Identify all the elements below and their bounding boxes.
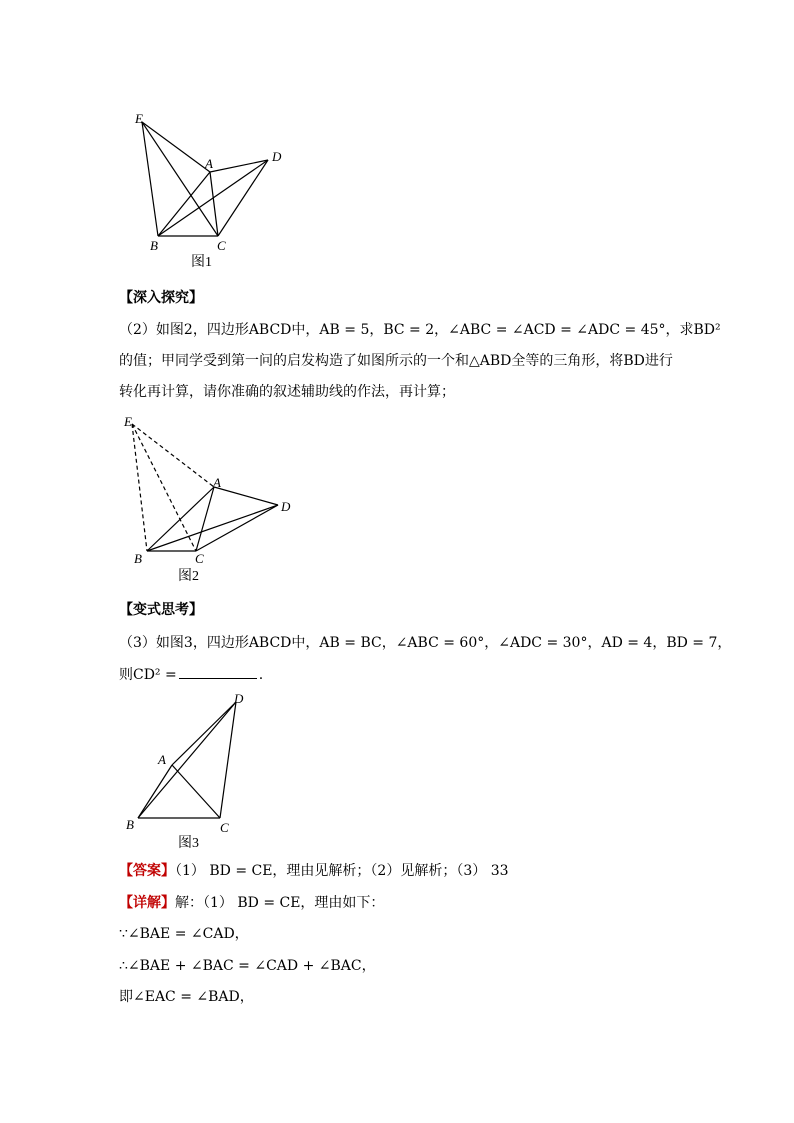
figure-3-label-c: C <box>220 820 229 835</box>
figure-3-label-d: D <box>234 691 244 706</box>
section-3-line-1: （3）如图3，四边形ABCD中，AB = BC，∠ABC = 60°，∠ADC = 30°，AD = 4，BD = 7， <box>119 635 732 651</box>
solution-step-3: 即∠EAC = ∠BAD， <box>119 989 254 1005</box>
answer-label: 【答案】 <box>119 863 175 879</box>
section-2-line-2: 的值；甲同学受到第一问的启发构造了如图所示的一个和△ABD全等的三角形，将BD进行 <box>119 353 673 369</box>
section-3-question-suffix: . <box>258 667 264 683</box>
detail-label: 【详解】 <box>119 895 175 911</box>
figure-3-caption: 图3 <box>178 836 199 851</box>
figure-1-label-b: B <box>150 238 158 253</box>
answer-line <box>119 861 509 881</box>
figure-3 <box>120 690 260 855</box>
section-2-line-1: （2）如图2，四边形ABCD中，AB = 5，BC = 2，∠ABC = ∠ACD = ∠ADC = 45°，求BD² <box>119 322 721 338</box>
section-3-heading: 【变式思考】 <box>119 602 203 618</box>
figure-3-diagram <box>120 690 260 855</box>
section-2-line-3: 转化再计算，请你准确的叙述辅助线的作法，再计算； <box>119 384 455 400</box>
solution-step-2: ∴∠BAE + ∠BAC = ∠CAD + ∠BAC， <box>119 958 376 974</box>
figure-1-label-c: C <box>217 238 226 253</box>
figure-2-label-e: E <box>124 414 132 429</box>
figure-2-label-a: A <box>213 475 221 490</box>
solution-step-1: ∵∠BAE = ∠CAD， <box>119 926 249 942</box>
figure-3-label-b: B <box>126 817 134 832</box>
figure-3-label-a: A <box>158 752 166 767</box>
section-2-heading: 【深入探究】 <box>119 290 203 306</box>
figure-2-label-b: B <box>134 551 142 566</box>
section-3-line-2 <box>119 664 263 685</box>
figure-1-label-e: E <box>135 111 143 126</box>
detail-line <box>119 893 384 913</box>
figure-2-diagram <box>118 410 303 585</box>
detail-text: 解：（1） BD = CE，理由如下： <box>175 895 385 911</box>
figure-1-caption: 图1 <box>191 255 212 270</box>
figure-2-label-c: C <box>195 551 204 566</box>
figure-1-label-d: D <box>272 149 282 164</box>
figure-1-label-a: A <box>205 156 213 171</box>
answer-text: （1） BD = CE，理由见解析；（2）见解析；（3） 33 <box>175 863 509 879</box>
figure-1 <box>125 105 295 275</box>
figure-2-label-d: D <box>281 499 291 514</box>
figure-2 <box>118 410 303 585</box>
section-3-question-prefix: 则CD² = <box>119 667 177 683</box>
figure-1-diagram <box>125 105 295 275</box>
figure-2-caption: 图2 <box>178 569 199 584</box>
answer-blank[interactable] <box>179 664 257 679</box>
